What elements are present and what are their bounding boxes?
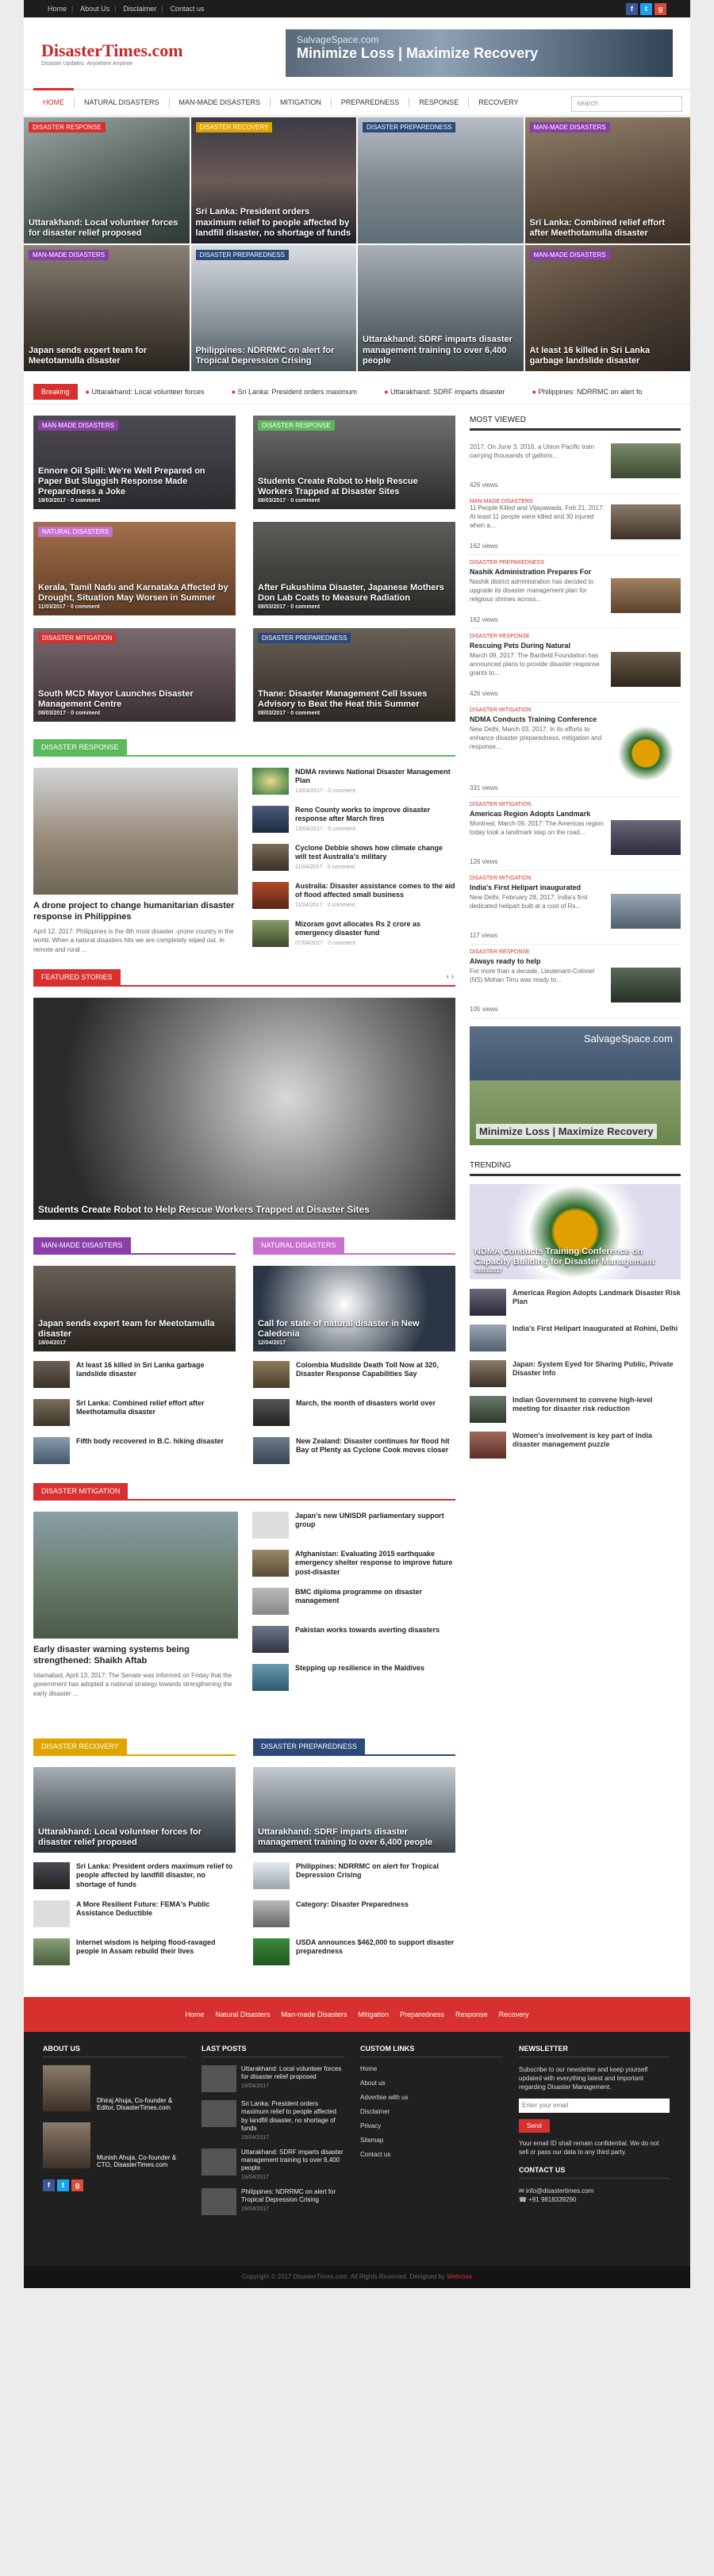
section-header-recovery: [33, 1738, 236, 1756]
newsletter-privacy: Your email ID shall remain confidential. We do not sell or pass our data to any third party.: [519, 2139, 659, 2156]
trending-item[interactable]: Japan: System Eyed for Sharing Public, Private Disaster Info: [470, 1360, 681, 1387]
tile-item[interactable]: [253, 628, 455, 722]
section-lead-image[interactable]: [253, 1767, 455, 1853]
hero-badge[interactable]: DISASTER PREPAREDNESS: [363, 122, 455, 132]
google-plus-icon[interactable]: g: [71, 2179, 83, 2191]
hero-title[interactable]: Japan sends expert team for Meetotamulla disaster: [29, 345, 148, 366]
trending-lead-date: 03/03/2017: [474, 1267, 503, 1274]
nav-mitigation[interactable]: MITIGATION: [280, 98, 321, 106]
hero-title[interactable]: Philippines: NDRRMC on alert for Tropical Depression Crising: [195, 345, 335, 366]
section-lead-image[interactable]: [33, 768, 238, 895]
trending-item[interactable]: India's First Helipart inaugurated at Rohini, Delhi: [470, 1324, 681, 1351]
section-lead-excerpt: April 12, 2017: Philippines is the 4th most disaster -prone country in the world. When a natural disasters hits we are completely wiped out. In remote and rural ...: [33, 927, 234, 953]
section-lead-title[interactable]: Early disaster warning systems being strengthened: Shaikh Aftab: [33, 1645, 190, 1666]
avatar: [43, 2065, 90, 2111]
hero-badge[interactable]: MAN-MADE DISASTERS: [530, 122, 610, 132]
hero-badge[interactable]: MAN-MADE DISASTERS: [29, 250, 109, 260]
footer-about-header: ABOUT US: [43, 2045, 186, 2057]
section-header-mitigation: [33, 1483, 455, 1501]
copyright-text: Copyright © 2017 DisasterTimes.com. All Rights Reserved. Designed by: [241, 2273, 445, 2280]
most-viewed-item[interactable]: 2017: On June 3, 2016, a Union Pacific train carrying thousands of gallons... 426 views: [470, 439, 681, 494]
logo-title: DisasterTimes.com: [41, 40, 183, 60]
tile-meta: 08/03/2017 · 0 comment: [258, 497, 321, 504]
twitter-icon[interactable]: t: [640, 3, 652, 15]
hero-badge[interactable]: DISASTER RESPONSE: [29, 122, 106, 132]
trending-header: TRENDING: [470, 1161, 681, 1176]
trending-lead-title[interactable]: NDMA Conducts Training Conference on Capacity Building for Disaster Management: [474, 1247, 655, 1267]
top-bar: [24, 0, 690, 17]
hero-grid: [24, 117, 690, 371]
list-item[interactable]: Reno County works to improve disaster response after March fires 13/04/2017 · 0 comment: [252, 806, 455, 836]
search-input[interactable]: search: [571, 96, 682, 112]
envelope-icon: ✉: [519, 2187, 526, 2195]
hero-badge[interactable]: MAN-MADE DISASTERS: [530, 250, 610, 260]
list-item[interactable]: BMC diploma programme on disaster management: [252, 1588, 455, 1618]
header-ad-banner[interactable]: [286, 29, 673, 77]
footer-contact-header: CONTACT US: [519, 2166, 670, 2179]
facebook-icon[interactable]: f: [626, 3, 638, 15]
hero-title[interactable]: Uttarakhand: Local volunteer forces for disaster relief proposed: [29, 217, 178, 238]
tile-title[interactable]: Kerala, Tamil Nadu and Karnataka Affected by Drought, Situation May Worsen in Summer: [38, 583, 228, 604]
list-item[interactable]: Mizoram govt allocates Rs 2 crore as emergency disaster fund 07/04/2017 · 0 comment: [252, 920, 455, 950]
section-label[interactable]: DISASTER RECOVERY: [33, 1738, 127, 1754]
main-column: [33, 416, 455, 1976]
nav-natural-disasters[interactable]: NATURAL DISASTERS: [84, 98, 159, 106]
team-member: Munish Ahuja, Co-founder & CTO, DisasterTimes.com: [43, 2122, 186, 2168]
tile-item[interactable]: [253, 416, 455, 509]
tile-item[interactable]: [33, 522, 236, 615]
top-link-contact[interactable]: Contact us: [170, 4, 205, 13]
most-viewed-item[interactable]: DISASTER MITIGATION NDMA Conducts Training Conference New Delhi, March 03, 2017: In its efforts to enhance disaster preparedness, mitigation and response... 331 views: [470, 703, 681, 797]
hero-item[interactable]: [24, 245, 190, 371]
list-item[interactable]: USDA announces $462,000 to support disaster preparedness: [253, 1938, 455, 1968]
list-item[interactable]: Cyclone Debbie shows how climate change will test Australia's military 11/04/2017 · 0 comment: [252, 844, 455, 874]
list-item[interactable]: Pakistan works towards averting disasters: [252, 1626, 455, 1656]
list-item[interactable]: Sri Lanka: President orders maximum relief to people affected by landfill disaster, no shortage of funds: [33, 1862, 236, 1892]
section-lead-image[interactable]: [253, 1266, 455, 1351]
logo-tagline: Disaster Updates, Anywhere Anytime: [41, 60, 133, 67]
section-header-response: [33, 739, 455, 757]
list-item[interactable]: Japan's new UNISDR parliamentary support group: [252, 1512, 455, 1542]
list-item[interactable]: Category: Disaster Preparedness: [253, 1900, 455, 1930]
section-label[interactable]: DISASTER RESPONSE: [33, 739, 127, 755]
main-nav: [24, 89, 690, 117]
footer-nav: [24, 1997, 690, 2032]
list-item[interactable]: Fifth body recovered in B.C. hiking disaster: [33, 1437, 236, 1467]
most-viewed-item[interactable]: MAN-MADE DISASTERS 11 People Killed and Vijayawada, Feb 21, 2017: At least 11 people were killed and 30 injured when a... 162 views: [470, 494, 681, 555]
footer-nav-preparedness[interactable]: Preparedness: [400, 2011, 445, 2018]
footer-newsletter-header: NEWSLETTER: [519, 2045, 670, 2057]
footer-links-header: CUSTOM LINKS: [360, 2045, 503, 2057]
banner-brand: SalvageSpace.com: [297, 34, 379, 45]
section-label[interactable]: MAN-MADE DISASTERS: [33, 1237, 131, 1253]
hero-item[interactable]: [191, 117, 357, 243]
newsletter-email-input[interactable]: Enter your email: [519, 2099, 670, 2113]
designer-link[interactable]: Webrose: [447, 2273, 473, 2280]
phone-icon: ☎: [519, 2196, 529, 2204]
hero-title[interactable]: Uttarakhand: SDRF imparts disaster management training to over 6,400 people: [363, 335, 512, 366]
hero-item[interactable]: [525, 117, 691, 243]
latest-post[interactable]: Philippines: NDRRMC on alert for Tropical Depression Crising 19/04/2017: [202, 2188, 344, 2215]
banner-text: Minimize Loss | Maximize Recovery: [297, 45, 539, 61]
most-viewed-item[interactable]: DISASTER MITIGATION Americas Region Adopts Landmark Montreal, March 09, 2017: The Americas region today took a landmark step on the road... 126 views: [470, 797, 681, 871]
tile-meta: 08/03/2017 · 0 comment: [258, 604, 321, 610]
section-lead-image[interactable]: [33, 1767, 236, 1853]
tile-title[interactable]: Ennore Oil Spill: We're Well Prepared on Paper But Sluggish Response Made Preparedness a Joke: [38, 466, 205, 497]
tile-meta: 08/03/2017 · 0 comment: [38, 710, 101, 716]
trending-item[interactable]: Americas Region Adopts Landmark Disaster Risk Plan: [470, 1289, 681, 1316]
team-member: Dhiraj Ahuja, Co-founder & Editor, DisasterTimes.com: [43, 2065, 186, 2111]
newsletter-text: Subscribe to our newsletter and keep yourself updated with everything latest and important regarding Disaster Management.: [519, 2066, 648, 2091]
top-link-home[interactable]: Home: [48, 4, 67, 13]
footer-social-icons: [43, 2179, 186, 2191]
list-item[interactable]: Stepping up resilience in the Maldives: [252, 1664, 455, 1694]
footer-link[interactable]: Sitemap: [360, 2137, 384, 2144]
footer-link[interactable]: Contact us: [360, 2151, 391, 2158]
ad-brand: SalvageSpace.com: [583, 1033, 673, 1045]
tile-meta: 11/03/2017 · 0 comment: [38, 604, 100, 610]
section-lead-excerpt: Islamabad, April 13, 2017: The Senate was informed on Friday that the government has adopted a national strategy towards strengthening the early disaster ...: [33, 1671, 232, 1697]
tile-badge[interactable]: DISASTER PREPAREDNESS: [258, 633, 351, 643]
most-viewed-item[interactable]: DISASTER RESPONSE Rescuing Pets During Natural March 09, 2017: The Banfield Foundation has announced plans to provide disaster response grants to... 426 views: [470, 629, 681, 703]
nav-home[interactable]: HOME: [33, 88, 74, 117]
section-header-natural: [253, 1237, 455, 1255]
hero-item[interactable]: [525, 245, 691, 371]
nav-preparedness[interactable]: PREPAREDNESS: [340, 98, 400, 106]
section-lead-title[interactable]: Call for state of natural disaster in New Caledonia: [258, 1319, 420, 1340]
list-item[interactable]: A More Resilient Future: FEMA's Public Assistance Deductible: [33, 1900, 236, 1930]
top-links: Home | About Us | Disclaimer | Contact us: [48, 4, 205, 13]
google-plus-icon[interactable]: g: [654, 3, 666, 15]
tile-meta: 18/03/2017 · 0 comment: [38, 497, 101, 504]
footer-nav-natural[interactable]: Natural Disasters: [215, 2011, 271, 2018]
site-header: [24, 17, 690, 89]
facebook-icon[interactable]: f: [43, 2179, 55, 2191]
section-header-featured: [33, 969, 455, 987]
section-label[interactable]: DISASTER PREPAREDNESS: [253, 1738, 365, 1754]
section-header-manmade: [33, 1237, 236, 1255]
most-viewed-item[interactable]: DISASTER RESPONSE Always ready to help For more than a decade, Lieutenant-Colonel (NS) Mohan Tirru was ready to... 105 views: [470, 945, 681, 1018]
latest-post[interactable]: Uttarakhand: Local volunteer forces for disaster relief proposed 19/04/2017: [202, 2065, 344, 2092]
ticker-item[interactable]: ● Uttarakhand: Local volunteer forces: [86, 388, 205, 396]
list-item[interactable]: Philippines: NDRRMC on alert for Tropical Depression Crising: [253, 1862, 455, 1892]
list-item[interactable]: At least 16 killed in Sri Lanka garbage landslide disaster: [33, 1361, 236, 1391]
list-item[interactable]: Australia: Disaster assistance comes to the aid of flood affected small business 11/04/2017 · 0 comment: [252, 882, 455, 912]
hero-title[interactable]: Sri Lanka: President orders maximum relief to people affected by landfill disaster, no shortage of funds: [195, 207, 351, 238]
section-lead-title[interactable]: Uttarakhand: SDRF imparts disaster management training to over 6,400 people: [258, 1827, 433, 1847]
carousel-arrows-icon[interactable]: ‹ ›: [446, 972, 454, 981]
footer-nav-home[interactable]: Home: [185, 2011, 205, 2018]
nav-manmade-disasters[interactable]: MAN-MADE DISASTERS: [178, 98, 261, 106]
trending-item[interactable]: Indian Government to convene high-level meeting for disaster risk reduction: [470, 1396, 681, 1423]
breaking-label: Breaking: [33, 384, 78, 400]
copyright-bar: [24, 2266, 690, 2288]
tile-title[interactable]: South MCD Mayor Launches Disaster Management Centre: [38, 689, 194, 710]
section-lead-title[interactable]: A drone project to change humanitarian disaster response in Philippines: [33, 901, 235, 922]
featured-title[interactable]: Students Create Robot to Help Rescue Workers Trapped at Disaster Sites: [38, 1203, 370, 1215]
tile-item[interactable]: [33, 416, 236, 509]
contact-phone[interactable]: ☎ +91 9818339290: [519, 2196, 577, 2204]
list-item[interactable]: Sri Lanka: Combined relief effort after Meethotamulla disaster: [33, 1399, 236, 1429]
tile-badge[interactable]: MAN-MADE DISASTERS: [38, 420, 118, 431]
top-link-about[interactable]: About Us: [80, 4, 110, 13]
section-label[interactable]: DISASTER MITIGATION: [33, 1483, 128, 1499]
section-lead-title[interactable]: Japan sends expert team for Meetotamulla disaster: [38, 1319, 215, 1340]
footer-nav-recovery[interactable]: Recovery: [498, 2011, 529, 2018]
most-viewed-item[interactable]: DISASTER PREPAREDNESS Nashik Administration Prepares For Nashik district administration has decided to upgrade its disaster management plan for religious shrines across... 162 views: [470, 555, 681, 629]
lead-date: 18/04/2017: [38, 1340, 67, 1346]
trending-item[interactable]: Women's involvement is key part of India disaster management puzzle: [470, 1432, 681, 1459]
tile-item[interactable]: [253, 522, 455, 615]
hero-title[interactable]: Sri Lanka: Combined relief effort after Meethotamulla disaster: [529, 217, 666, 238]
tile-badge[interactable]: DISASTER MITIGATION: [38, 633, 116, 643]
hero-badge[interactable]: DISASTER RECOVERY: [196, 122, 273, 132]
list-item[interactable]: New Zealand: Disaster continues for flood hit Bay of Plenty as Cyclone Cook moves closer: [253, 1437, 455, 1467]
latest-post[interactable]: Uttarakhand: SDRF imparts disaster management training to over 6,400 people 19/04/2017: [202, 2149, 344, 2180]
most-viewed-item[interactable]: DISASTER MITIGATION India's First Helipart inaugurated New Delhi, February 28, 2017: India's first dedicated helipart built at a cost of Rs... 117 views: [470, 871, 681, 945]
hero-item[interactable]: [358, 117, 524, 243]
section-header-preparedness: [253, 1738, 455, 1756]
ticker-item[interactable]: ● Philippines: NDRRMC on alert fo: [532, 388, 643, 396]
hero-badge[interactable]: DISASTER PREPAREDNESS: [196, 250, 289, 260]
ticker-item[interactable]: ● Sri Lanka: President orders maximum: [232, 388, 358, 396]
tile-meta: 08/03/2017 · 0 comment: [258, 710, 321, 716]
footer-link[interactable]: Privacy: [360, 2122, 382, 2129]
tile-title[interactable]: After Fukushima Disaster, Japanese Mothers Don Lab Coats to Measure Radiation: [258, 583, 444, 604]
tile-badge[interactable]: DISASTER RESPONSE: [258, 420, 335, 431]
hero-item[interactable]: [191, 245, 357, 371]
footer-link[interactable]: Disclaimer: [360, 2108, 390, 2115]
trending-lead[interactable]: [470, 1184, 681, 1279]
section-label[interactable]: NATURAL DISASTERS: [253, 1237, 344, 1253]
top-link-disclaimer[interactable]: Disclaimer: [123, 4, 157, 13]
featured-slide[interactable]: [33, 998, 455, 1220]
twitter-icon[interactable]: t: [57, 2179, 69, 2191]
sidebar: [470, 416, 681, 1976]
avatar: [43, 2122, 90, 2168]
most-viewed-header: MOST VIEWED: [470, 416, 681, 431]
latest-post[interactable]: Sri Lanka: President orders maximum relief to people affected by landfill disaster, no shortage of funds 19/04/2017: [202, 2100, 344, 2141]
hero-item[interactable]: [358, 245, 524, 371]
hero-title[interactable]: At least 16 killed in Sri Lanka garbage landslide disaster: [529, 345, 651, 366]
lead-date: 12/04/2017: [258, 1340, 286, 1346]
list-item[interactable]: Internet wisdom is helping flood-ravaged people in Assam rebuild their lives: [33, 1938, 236, 1968]
ad-text: Minimize Loss | Maximize Recovery: [476, 1124, 657, 1139]
section-lead-title[interactable]: Uttarakhand: Local volunteer forces for disaster relief proposed: [38, 1827, 202, 1847]
tile-badge[interactable]: NATURAL DISASTERS: [38, 527, 113, 537]
tile-title[interactable]: Thane: Disaster Management Cell Issues Advisory to Beat the Heat this Summer: [258, 689, 428, 710]
site-footer: [24, 2032, 690, 2266]
tile-item[interactable]: [33, 628, 236, 722]
section-label[interactable]: FEATURED STORIES: [33, 969, 121, 985]
list-item[interactable]: Colombia Mudslide Death Toll Now at 320, Disaster Response Capabilities Say: [253, 1361, 455, 1391]
section-lead-image[interactable]: [33, 1266, 236, 1351]
site-logo[interactable]: [41, 40, 183, 67]
footer-link[interactable]: Home: [360, 2065, 378, 2072]
footer-nav-manmade[interactable]: Man-made Disasters: [281, 2011, 347, 2018]
tile-title[interactable]: Students Create Robot to Help Rescue Workers Trapped at Disaster Sites: [258, 477, 418, 497]
section-lead-image[interactable]: [33, 1512, 238, 1639]
ticker-item[interactable]: ● Uttarakhand: SDRF imparts disaster: [384, 388, 505, 396]
contact-email[interactable]: ✉ info@disastertimes.com: [519, 2187, 594, 2195]
list-item[interactable]: March, the month of disasters world over: [253, 1399, 455, 1429]
footer-nav-response[interactable]: Response: [455, 2011, 488, 2018]
sidebar-ad-banner[interactable]: [470, 1026, 681, 1145]
footer-link[interactable]: Advertise with us: [360, 2094, 409, 2101]
footer-nav-mitigation[interactable]: Mitigation: [358, 2011, 389, 2018]
hero-item[interactable]: [24, 117, 190, 243]
newsletter-send-button[interactable]: Send: [519, 2119, 550, 2133]
breaking-ticker: [24, 379, 690, 404]
list-item[interactable]: NDMA reviews National Disaster Management Plan 13/04/2017 · 0 comment: [252, 768, 455, 798]
footer-latest-header: LAST POSTS: [202, 2045, 344, 2057]
footer-link[interactable]: About us: [360, 2080, 386, 2087]
nav-response[interactable]: RESPONSE: [419, 98, 459, 106]
nav-recovery[interactable]: RECOVERY: [478, 98, 519, 106]
social-icons: [626, 3, 666, 15]
list-item[interactable]: Afghanistan: Evaluating 2015 earthquake emergency shelter response to improve future post-disaster: [252, 1550, 455, 1580]
